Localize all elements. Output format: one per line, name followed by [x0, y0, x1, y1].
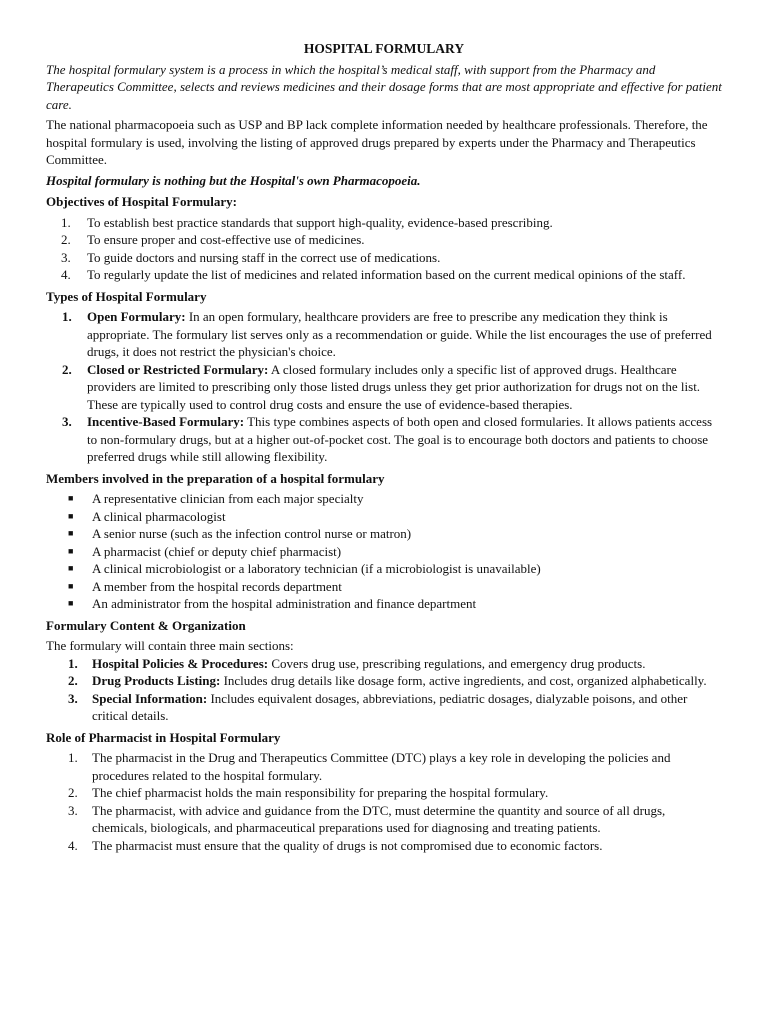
- types-list: [46, 308, 722, 466]
- list-number: 2.: [68, 673, 78, 688]
- list-item: [46, 231, 722, 249]
- list-item-term: Open Formulary:: [87, 309, 186, 324]
- list-item-text: The pharmacist, with advice and guidance from the DTC, must determine the quantity and source of all drugs, chemicals, biologicals, and pharmaceutical preparations used for diagnosing and treating patients.: [92, 802, 666, 835]
- role-list: [46, 749, 722, 854]
- list-item-text: To regularly update the list of medicines and related information based on the current medical opinions of the staff.: [87, 267, 686, 282]
- list-number: 3.: [68, 802, 78, 818]
- list-item-text: A member from the hospital records department: [92, 578, 342, 594]
- list-item: [46, 413, 722, 466]
- list-item: [46, 525, 722, 543]
- list-item: [46, 508, 722, 526]
- types-heading: Types of Hospital Formulary: [46, 288, 207, 304]
- list-item: [46, 543, 722, 561]
- bullet-icon: ■: [68, 493, 74, 503]
- list-item: [46, 672, 722, 690]
- list-item: [46, 690, 722, 725]
- list-item-text: A closed formulary includes only a specific list of approved drugs. Healthcare providers are limited to prescribing only those listed drugs unless they get prior authorization for drugs not on the list. These are typically used to control drug costs and ensure the use of evidence-based therapies.: [87, 361, 701, 412]
- content-lead: The formulary will contain three main sections:: [46, 638, 294, 653]
- list-item: [46, 266, 722, 284]
- objectives-list: [46, 214, 722, 284]
- list-item-text: The chief pharmacist holds the main responsibility for preparing the hospital formulary.: [92, 785, 549, 800]
- list-number: 1.: [68, 655, 78, 671]
- list-item: [46, 655, 722, 673]
- list-item: [46, 249, 722, 267]
- members-list: [46, 490, 722, 613]
- list-number: 3.: [68, 690, 78, 706]
- list-item: [46, 361, 722, 414]
- list-item-text: A representative clinician from each major specialty: [92, 491, 364, 506]
- bullet-icon: ■: [68, 563, 74, 573]
- list-item-text: Includes equivalent dosages, abbreviations, pediatric dosages, dialyzable poisons, and other critical details.: [92, 690, 688, 723]
- list-item-text: An administrator from the hospital administration and finance department: [92, 596, 477, 611]
- list-item-text: Includes drug details like dosage form, active ingredients, and cost, organized alphabetically.: [220, 673, 707, 688]
- document-page: [46, 40, 722, 858]
- bullet-icon: ■: [68, 580, 74, 591]
- list-number: 2.: [61, 232, 71, 247]
- list-item-text: This type combines aspects of both open and closed formularies. It allows patients access to non-formulary drugs, but at a higher out-of-pocket cost. The goal is to encourage both doctors and patients to choose preferred drugs while still allowing flexibility.: [87, 414, 713, 464]
- list-number: 1.: [61, 214, 71, 230]
- bullet-icon: ■: [68, 545, 74, 556]
- list-item: [46, 560, 722, 578]
- bullet-icon: ■: [68, 598, 74, 608]
- content-heading: Formulary Content & Organization: [46, 617, 246, 633]
- list-item-term: Hospital Policies & Procedures:: [92, 655, 269, 671]
- list-item: [46, 749, 722, 784]
- intro-paragraph: The hospital formulary system is a process in which the hospital’s medical staff, with support from the Pharmacy and Therapeutics Committee, selects and reviews medicines and their dosage forms that are most appropriate and effective for patient care.: [46, 61, 722, 112]
- list-item-text: The pharmacist in the Drug and Therapeutics Committee (DTC) plays a key role in developing the policies and procedures related to the hospital formulary.: [92, 750, 671, 783]
- list-item-text: In an open formulary, healthcare providers are free to prescribe any medication they think is appropriate. The formulary list serves only as a recommendation or guide. While the list encourages the use of preferred drugs, it does not restrict the physician's choice.: [87, 309, 712, 359]
- list-item: [46, 837, 722, 855]
- list-item: [46, 802, 722, 837]
- list-item-text: To ensure proper and cost-effective use of medicines.: [87, 232, 365, 247]
- list-item-text: The pharmacist must ensure that the quality of drugs is not compromised due to economic factors.: [92, 837, 603, 853]
- list-item: [46, 214, 722, 232]
- members-heading: Members involved in the preparation of a hospital formulary: [46, 470, 385, 486]
- list-item: [46, 595, 722, 613]
- list-item-text: A clinical microbiologist or a laboratory technician (if a microbiologist is unavailable): [92, 561, 541, 576]
- pharmacopoeia-paragraph: The national pharmacopoeia such as USP and BP lack complete information needed by healthcare professionals. Therefore, the hospital formulary is used, involving the listing of approved drugs prepared by experts under the Pharmacy and Therapeutics Committee.: [46, 117, 708, 167]
- document-title: HOSPITAL FORMULARY: [303, 41, 465, 56]
- list-item-text: Covers drug use, prescribing regulations, and emergency drug products.: [268, 655, 646, 671]
- list-number: 3.: [62, 414, 72, 429]
- list-item: [46, 784, 722, 802]
- list-number: 1.: [62, 309, 72, 324]
- list-item: [46, 490, 722, 508]
- list-item-text: A pharmacist (chief or deputy chief pharmacist): [92, 543, 342, 559]
- list-number: 4.: [61, 267, 71, 282]
- list-number: 3.: [61, 249, 71, 265]
- bullet-icon: ■: [68, 510, 74, 521]
- list-item-text: A senior nurse (such as the infection control nurse or matron): [92, 526, 412, 541]
- bullet-icon: ■: [68, 528, 74, 538]
- list-item-text: To guide doctors and nursing staff in the correct use of medications.: [87, 249, 441, 265]
- objectives-heading: Objectives of Hospital Formulary:: [46, 194, 237, 209]
- list-number: 4.: [68, 837, 78, 853]
- list-item: [46, 308, 722, 361]
- content-list: [46, 655, 722, 725]
- definition-statement: Hospital formulary is nothing but the Hospital's own Pharmacopoeia.: [46, 172, 421, 188]
- list-item: [46, 578, 722, 596]
- list-item-term: Drug Products Listing:: [92, 673, 221, 688]
- list-item-term: Closed or Restricted Formulary:: [87, 361, 269, 377]
- list-number: 2.: [62, 361, 72, 377]
- role-heading: Role of Pharmacist in Hospital Formulary: [46, 729, 281, 745]
- list-item-term: Incentive-Based Formulary:: [87, 414, 245, 429]
- list-item-term: Special Information:: [92, 690, 208, 706]
- list-number: 2.: [68, 785, 78, 800]
- list-item-text: To establish best practice standards that support high-quality, evidence-based prescribing.: [87, 214, 553, 230]
- list-item-text: A clinical pharmacologist: [92, 508, 226, 524]
- list-number: 1.: [68, 750, 78, 765]
